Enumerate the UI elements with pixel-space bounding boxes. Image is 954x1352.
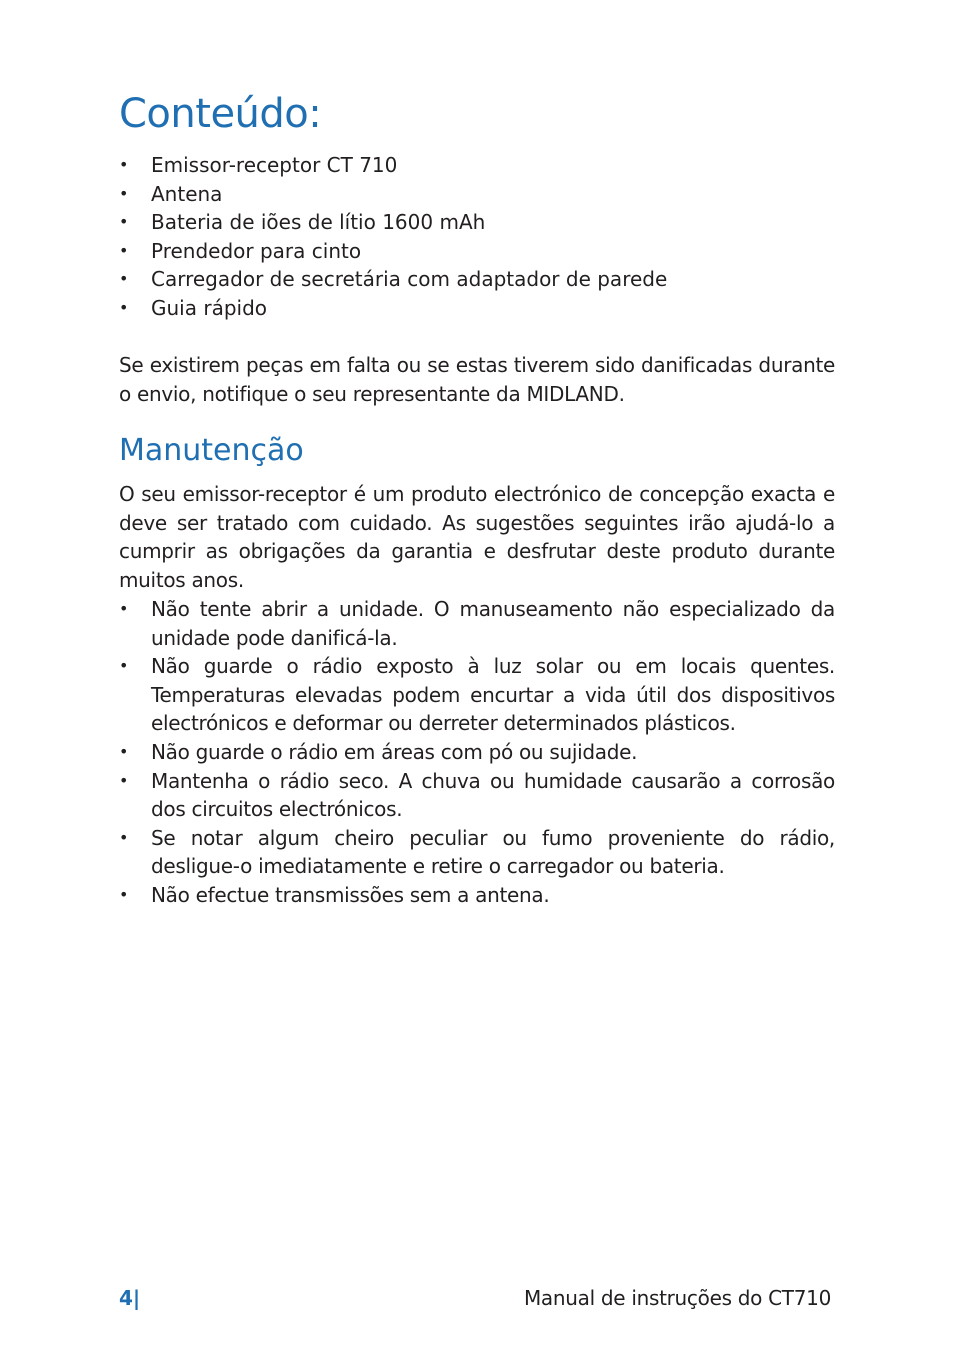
list-item bbox=[119, 265, 835, 294]
contents-heading: Conteúdo: bbox=[119, 91, 322, 137]
list-item-text: Guia rápido bbox=[151, 295, 268, 320]
list-item-text: Emissor-receptor CT 710 bbox=[151, 153, 398, 177]
list-item bbox=[119, 652, 835, 738]
missing-parts-note: Se existirem peças em falta ou se estas tiverem sido danificadas durante o envio, notifique o seu representante da MIDLAND. bbox=[119, 353, 835, 406]
footer-manual-title: Manual de instruções do CT710 bbox=[523, 1286, 831, 1310]
bullet-icon: • bbox=[119, 155, 129, 174]
contents-list bbox=[119, 151, 835, 323]
list-item-text: Não guarde o rádio exposto à luz solar ou em locais quentes. Temperaturas elevadas podem encurtar a vida útil dos dispositivos electrónicos e deformar ou derreter determinados plásticos. bbox=[151, 654, 835, 736]
list-item bbox=[119, 767, 835, 824]
list-item-text: Não efectue transmissões sem a antena. bbox=[151, 882, 550, 907]
bullet-icon: • bbox=[119, 599, 129, 618]
maintenance-intro: O seu emissor-receptor é um produto electrónico de concepção exacta e deve ser tratado com cuidado. As sugestões seguintes irão ajudá-lo a cumprir as obrigações da garantia e desfrutar deste produto durante muitos anos. bbox=[119, 482, 835, 592]
bullet-icon: • bbox=[119, 770, 129, 790]
list-item-text: Não guarde o rádio em áreas com pó ou sujidade. bbox=[151, 739, 638, 764]
list-item-text: Carregador de secretária com adaptador de parede bbox=[151, 267, 668, 292]
bullet-icon: • bbox=[119, 827, 129, 847]
bullet-icon: • bbox=[119, 240, 129, 260]
list-item bbox=[119, 738, 835, 767]
maintenance-heading: Manutenção bbox=[119, 433, 304, 468]
list-item-text: Mantenha o rádio seco. A chuva ou humidade causarão a corrosão dos circuitos electrónicos. bbox=[151, 768, 835, 822]
list-item bbox=[119, 824, 835, 881]
bullet-icon: • bbox=[119, 269, 129, 289]
list-item-text: Bateria de iões de lítio 1600 mAh bbox=[151, 210, 486, 235]
bullet-icon: • bbox=[119, 884, 129, 904]
list-item bbox=[119, 208, 835, 237]
list-item bbox=[119, 881, 835, 910]
bullet-icon: • bbox=[119, 297, 129, 317]
list-item bbox=[119, 595, 835, 652]
list-item bbox=[119, 180, 835, 209]
list-item bbox=[119, 294, 835, 323]
maintenance-list bbox=[119, 595, 835, 910]
list-item bbox=[119, 151, 835, 180]
list-item-text: Antena bbox=[151, 181, 223, 206]
bullet-icon: • bbox=[119, 212, 129, 232]
list-item bbox=[119, 237, 835, 266]
bullet-icon: • bbox=[119, 183, 129, 203]
bullet-icon: • bbox=[119, 656, 129, 676]
list-item-text: Prendedor para cinto bbox=[151, 238, 362, 263]
list-item-text: Não tente abrir a unidade. O manuseamento não especializado da unidade pode danificá-la. bbox=[151, 597, 835, 650]
list-item-text: Se notar algum cheiro peculiar ou fumo proveniente do rádio, desligue-o imediatamente e retire o carregador ou bateria. bbox=[151, 825, 835, 879]
page-number: 4| bbox=[119, 1286, 141, 1310]
bullet-icon: • bbox=[119, 741, 129, 761]
